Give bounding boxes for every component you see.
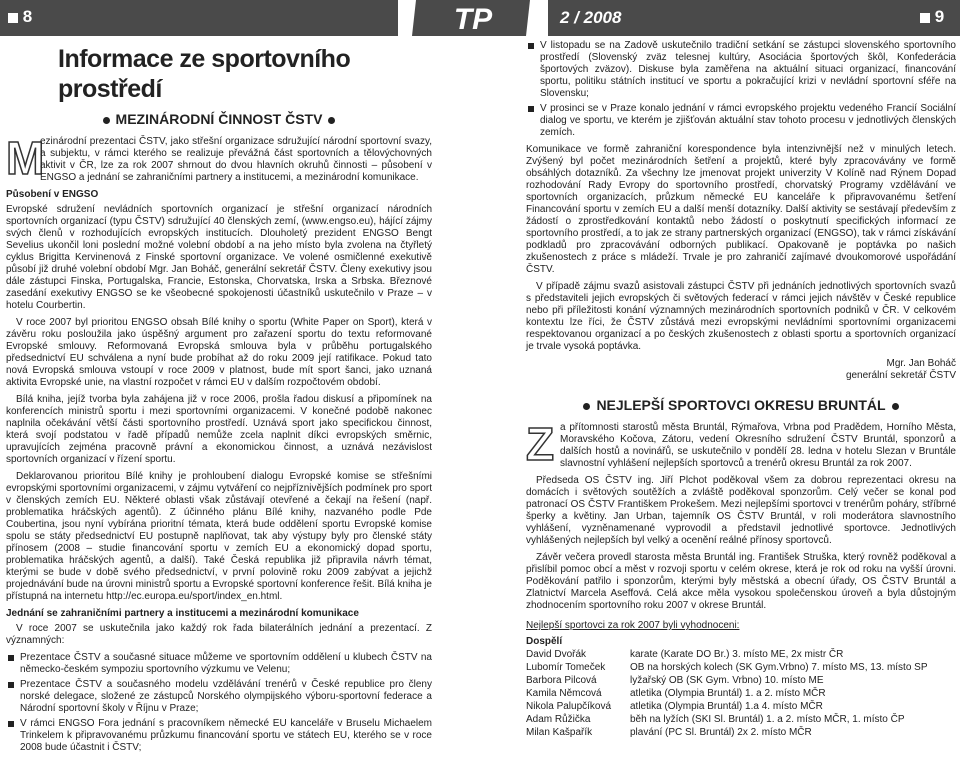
athlete-achievement: plavání (PC Sl. Bruntál) 2x 2. místo MČR <box>630 727 812 738</box>
athlete-name: Barbora Pilcová <box>526 675 597 686</box>
paragraph: Závěr večera provedl starosta města Bruntál ing. František Struška, který rovněž poděkoval a přislíbil pomoc obcí a měst v rozvoji sportu v celém okrese, která je rok od roku na vyšší úrovni. Poděkování patřilo i sponzorům, kterými byly městská a obecní úřady, OS ČSTV Bruntál a Zlatnictví Marcela Aseffová. Celá akce měla vysokou společenskou úroveň a byla důstojným zhodnocením sportovního roku 2007 v okrese Bruntál. <box>526 552 956 611</box>
right-column <box>526 40 956 740</box>
table-row <box>526 649 932 662</box>
square-icon <box>8 13 18 23</box>
intro-paragraph: ezinárodní prezentaci ČSTV, jako střešní organizace sdružující národní sportovní svazy, a subjektu, v rámci kterého se realizuje převážná část sportovních a tělovýchovných aktivit v ČR, lze za rok 2007 shrnout do dvou hlavních okruhů činnosti – působení v ENGSO a jednání se zahraničními partnery a institucemi, a mezinárodní komunikace. <box>40 136 432 183</box>
signature-block <box>526 358 956 382</box>
logo-text: TP <box>453 3 493 36</box>
paragraph: Evropské sdružení nevládních sportovních organizací je střešní organizací národních sportovních organizací (typu ČSTV) sdružující 40 členských zemí, (www.engso.eu), hájící zájmy svých členů v rozhodujících evropských institucích. Dlouholetý prezident ENGSO Bengt Sevelius ukončil loni poslední možné volební období a na jeho místo byla zvolena na čtyřletý cyklus Brigitta Kervinenová z Finské sportovní organizace. Ve volené osmičlenné exekutivě působí již druhé volební období Mgr. Jan Boháč, generální sekretář ČSTV. Členy exekutivy jsou dále zástupci Finska, Portugalska, Francie, Estonska, Chorvatska, Irska a Srbska. Březnové zasedání exekutivy ENGSO se ke všeobecné spokojenosti účastníků uskutečnilo v Praze – v hotelu Courbertin. <box>6 204 432 311</box>
list-item: V rámci ENGSO Fora jednání s pracovníkem německé EU kanceláře v Bruselu Michaelem Trinkelem k připravovanému průzkumu financování sportu ve státech EU, kterého se v roce 2008 bude účastnit i ČSTV; <box>6 718 432 754</box>
list-item: Prezentace ČSTV a současné situace můžeme ve sportovním oddělení u klubech ČSTV na německo-českém sympoziu sportovního výzkumu ve Velenu; <box>6 652 432 676</box>
paragraph: Deklarovanou prioritou Bílé knihy je prohloubení dialogu Evropské komise se střešními evropskými sportovními organizacemi, v zájmu vytváření co nejpříznivějších podmínek pro sport v členských zemích EU. Některé oblasti však zůstávají otevřené a čekají na řešení (např. problematika hráčských agentů). Z účinného plánu Bílé knihy, nazvaného podle Pde Coubertina, jsou nyní vybírána prioritní témata, která bude oddělení sportu Evropské komise spolu se státy předsednictví EU postupně naplňovat, tak aby výstupy byly pro členské státy přínosem (2008 – studie financování sportu v zemích EU a ekonomický dopad sportu, problematika hráčských agentů, a další). Také Česká republika již připravila návrh témat, kterými se bude v době svého předsednictví, v první polovině roku 2009 zabývat a jejichž projednávání bude na úrovni ministrů sportu a Evropské sportovní konference řešit. Bílá kniha je přístupná na internetu http://ec.europa.eu/sport/index_en.html. <box>6 471 432 602</box>
paragraph: V roce 2007 byl prioritou ENGSO obsah Bílé knihy o sportu (White Paper on Sport), která v závěru roku posloužila jako úspěšný argument pro zařazení sportu do textu reformované Evropské smlouvy. Reformovaná Evropská smlouva byla v průběhu portugalského předsednictví EU schválena a nyní bude probíhat až do roku 2009 její ratifikace. Pokud tato nová Evropská smlouva vstoupí v roce 2009 v platnost, bude mít sport šanci, jako uznaná aktivita Evropské unie, na vlastní rozpočet v rámci EU v dalším rozpočtovém období. <box>6 317 432 388</box>
athletes-table <box>526 649 932 740</box>
section-heading-bruntal <box>526 396 956 414</box>
tp-logo-icon <box>398 0 548 36</box>
paragraph: V roce 2007 se uskutečnila jako každý rok řada bilaterálních jednání a prezentací. Z významných: <box>6 623 432 646</box>
athlete-achievement: OB na horských kolech (SK Gym.Vrbno) 7. místo MS, 13. místo SP <box>630 662 928 673</box>
list-item: V listopadu se na Zadově uskutečnilo tradiční setkání se zástupci slovenského sportovního prostředí (Slovenský zväz telesnej kultúry, Asociácia športových škôl, Konfederácia športových zväzov). Diskuse byla zaměřena na aktuální situaci organizací, financování sportu, politiku státních institucí ve sportu a pokračující krizi v nevládní sportovní sféře na Slovensku; <box>526 40 956 100</box>
table-row <box>526 675 932 688</box>
right-page-number-group <box>920 7 944 27</box>
section-heading-text: MEZINÁRODNÍ ČINNOST ČSTV <box>115 111 323 127</box>
athlete-name: Nikola Palupčíková <box>526 701 612 712</box>
magazine-logo <box>398 0 548 36</box>
bullet-dot-icon <box>328 117 335 124</box>
paragraph: Bílá kniha, jejíž tvorba byla zahájena již v roce 2006, prošla řadou diskusí a připomínek na konferencích ministrů sportu i mezi sportovními organizacemi. V konečné podobě nakonec naplnila očekávání větší části sportovního prostředí. Uznává sport jako specifickou činnost, která svojí podstatou v řadě případů nemůže zcela naplnit díkci evropských směrnic, upravujících zejména pracovně právní a ekonomickou činnost, a uznává nezávislost sportovních organizací v řízení sportu. <box>6 394 432 465</box>
left-column <box>6 40 432 759</box>
subheading-engso: Působení v ENGSO <box>6 189 99 200</box>
athlete-achievement: lyžařský OB (SK Gym. Vrbno) 10. místo ME <box>630 675 824 686</box>
left-header-bar <box>0 0 398 36</box>
bullet-dot-icon <box>103 117 110 124</box>
paragraph: Komunikace ve formě zahraniční korespondence byla intenzivnější než v minulých letech. Zvýšený byl počet mezinárodních šetření a projektů, které byly zpracovávány ve formě obsáhlých dotazníků. Za všechny lze jmenovat projekt univerzity V Kolíně nad Rýnem Dopad rozhodování Rady Evropy do sportovního prostředí, chorvatský Programy vzdělávání ve sportovních organizacích, průzkum německé EU kanceláře k připravovanému šetření Financování sportu v zemích EU a další menší dotazníky. Další aktivity se sestávají především z žádostí o zprostředkování kontaktů nebo žádostí o poskytnutí specifických informací ze sportovního prostředí, a to jak ze strany partnerských organizací (ENGSO), tak v rámci získávání podkladů pro zpracovávání odborných publikací. Opakovaně je poptávka po našich zkušenostech z práce s mládeží. Trvale je pro zahraničí zajímavé dvoukomorové uspořádání ČSTV. <box>526 144 956 275</box>
subheading-foreign-partners: Jednání se zahraničními partnery a institucemi a mezinárodní komunikace <box>6 608 359 619</box>
signature-role: generální sekretář ČSTV <box>845 370 956 381</box>
athlete-name: David Dvořák <box>526 649 587 660</box>
dropcap-letter: M <box>6 132 45 184</box>
athlete-achievement: karate (Karate DO Br.) 3. místo ME, 2x mistr ČR <box>630 649 844 660</box>
list-item: V prosinci se v Praze konalo jednání v rámci evropského projektu vedeného Francií Sociální dialog ve sportu, ve kterém je zjišťován aktuální stav tohoto procesu v jednotlivých členských zemích. <box>526 103 956 139</box>
left-page-number: 8 <box>22 7 33 26</box>
athlete-achievement: běh na lyžích (SKI Sl. Bruntál) 1. a 2. místo MČR, 1. místo ČP <box>630 714 905 725</box>
athlete-name: Kamila Němcová <box>526 688 602 699</box>
athlete-achievement: atletika (Olympia Bruntál) 1.a 4. místo MČR <box>630 701 823 712</box>
athlete-name: Adam Růžička <box>526 714 591 725</box>
right-page-number: 9 <box>934 7 945 26</box>
table-row <box>526 701 932 714</box>
table-row <box>526 727 932 740</box>
bullet-list <box>6 652 432 754</box>
table-row <box>526 688 932 701</box>
square-icon <box>920 13 930 23</box>
paragraph: Předseda OS ČSTV ing. Jiří Plchot poděkoval všem za dobrou reprezentaci okresu na domácích i světových soutěžích a zvláště poděkoval sponzorům. Celý večer se konal pod patronací OS ČSTV Františkem Prokešem. Mezi nejlepšími sportovci v trenérům poháry, stříbrné šperky a květiny. Jan Urban, tajemník OS ČSTV Bruntál, v roli moderátora slavnostního vyhlášení, vyzněnamenané vyprovodil a představil jednotlivé sportovce. Jednotlivých vyhlášených nejlepších byl velký a ocenění reálné přínosy sportovců. <box>526 475 956 546</box>
athletes-list-label: Nejlepší sportovci za rok 2007 byli vyhodnoceni: <box>526 620 740 631</box>
bullet-dot-icon <box>583 403 590 410</box>
bullet-dot-icon <box>892 403 899 410</box>
athlete-name: Milan Kašpařík <box>526 727 593 738</box>
dropcap-letter: Z <box>526 418 555 470</box>
group-heading: Dospělí <box>526 636 563 647</box>
section-heading-international <box>6 110 432 128</box>
right-header-bar <box>548 0 960 36</box>
list-item: Prezentace ČSTV a současného modelu vzdělávání trenérů v České republice pro členy norské delegace, složené ze zástupců Norského olympijského výboru-sportovní federace a Národní sportovní školy v Říjnu v Praze; <box>6 679 432 715</box>
section-heading-text: NEJLEPŠÍ SPORTOVCI OKRESU BRUNTÁL <box>596 397 886 413</box>
paragraph: V případě zájmu svazů asistovali zástupci ČSTV při jednáních jednotlivých sportovních svazů s představiteli jejich evropských či světových federací v rámci jejich návštěv v České republice nebo při příležitosti konání významných mezinárodních sportovních podniků v ČR. V celkovém kontextu lze říci, že ČSTV zůstává mezi evropskými nevládními sportovními organizacemi respektovanou organizací a po českých zkušenostech z oblasti sportu a sportovních organizací je trvale vysoká poptávka. <box>526 281 956 352</box>
athlete-achievement: atletika (Olympia Bruntál) 1. a 2. místo MČR <box>630 688 826 699</box>
signature-name: Mgr. Jan Boháč <box>886 358 956 369</box>
left-page-number-group <box>8 7 32 27</box>
page-title: Informace ze sportovního prostředí <box>58 45 351 103</box>
bullet-list <box>526 40 956 139</box>
issue-number: 2 / 2008 <box>560 8 622 27</box>
table-row <box>526 714 932 727</box>
intro-paragraph: a přítomnosti starostů města Bruntál, Rýmařova, Vrbna pod Pradědem, Horního Města, Moravského Kočova, Zátoru, vedení Okresního sdružení ČSTV Bruntál, sponzorů a dalších hostů a novinářů, se uskutečnilo v pondělí 28. ledna v hotelu Slezan v Bruntále slavnostní vyhlášení nejlepších sportovců a trenérů okresu Bruntál za rok 2007. <box>560 422 956 469</box>
athlete-name: Lubomír Tomeček <box>526 662 606 673</box>
